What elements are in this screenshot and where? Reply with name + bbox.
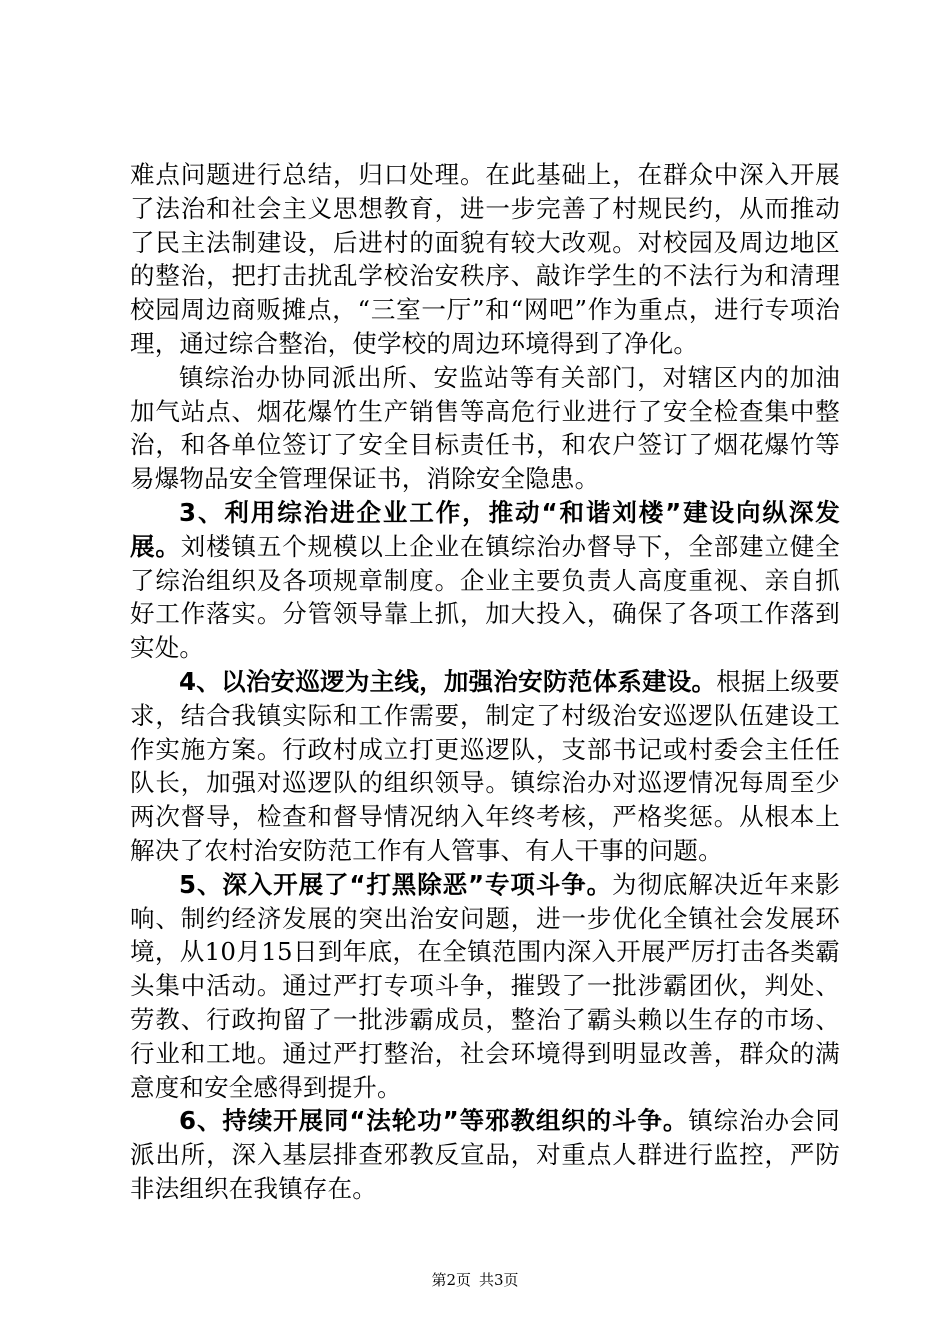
page-number: 第2页 [431, 1271, 471, 1289]
paragraph-4 [130, 665, 840, 868]
document-body [130, 158, 840, 1206]
paragraph-5-heading: 5、深入开展了“打黑除恶”专项斗争。 [179, 869, 613, 899]
paragraph-3-heading: 3、利用综治进企业工作，推动“和谐刘楼”建设向纵深发展。 [130, 497, 840, 561]
paragraph-6-heading: 6、持续开展同“法轮功”等邪教组织的斗争。 [179, 1106, 689, 1136]
paragraph-5 [130, 868, 840, 1105]
paragraph-4-text: 根据上级要求，结合我镇实际和工作需要，制定了村级治安巡逻队伍建设工作实施方案。行政村成立打更巡逻队，支部书记或村委会主任任队长，加强对巡逻队的组织领导。镇综治办对巡逻情况每周至少两次督导，检查和督导情况纳入年终考核，严格奖惩。从根本上解决了农村治安防范工作有人管事、有人干事的问题。 [130, 666, 841, 865]
paragraph-2-text: 镇综治办协同派出所、安监站等有关部门，对辖区内的加油加气站点、烟花爆竹生产销售等高危行业进行了安全检查集中整治，和各单位签订了安全目标责任书，和农户签订了烟花爆竹等易爆物品安全管理保证书，消除安全隐患。 [130, 362, 840, 494]
paragraph-6 [130, 1104, 840, 1205]
page-total: 共3页 [479, 1271, 519, 1289]
paragraph-4-heading: 4、以治安巡逻为主线，加强治安防范体系建设。 [179, 666, 717, 696]
paragraph-3 [130, 496, 840, 665]
page-footer [0, 1270, 950, 1290]
paragraph-2 [130, 361, 840, 496]
paragraph-1-text: 难点问题进行总结，归口处理。在此基础上，在群众中深入开展了法治和社会主义思想教育，进一步完善了村规民约，从而推动了民主法制建设，后进村的面貌有较大改观。对校园及周边地区的整治，把打击扰乱学校治安秩序、敲诈学生的不法行为和清理校园周边商贩摊点，“三室一厅”和“网吧”作为重点，进行专项治理，通过综合整治，使学校的周边环境得到了净化。 [130, 160, 840, 358]
paragraph-1 [130, 158, 840, 361]
paragraph-3-text: 刘楼镇五个规模以上企业在镇综治办督导下，全部建立健全了综治组织及各项规章制度。企业主要负责人高度重视、亲自抓好工作落实。分管领导靠上抓，加大投入，确保了各项工作落到实处。 [130, 531, 840, 663]
paragraph-6-text: 镇综治办会同派出所，深入基层排查邪教反宣品，对重点人群进行监控，严防非法组织在我镇存在。 [130, 1106, 840, 1203]
paragraph-5-text: 为彻底解决近年来影响、制约经济发展的突出治安问题，进一步优化全镇社会发展环境，从10月15日到年底，在全镇范围内深入开展严厉打击各类霸头集中活动。通过严打专项斗争，摧毁了一批涉霸团伙，判处、劳教、行政拘留了一批涉霸成员，整治了霸头赖以生存的市场、行业和工地。通过严打整治，社会环境得到明显改善，群众的满意度和安全感得到提升。 [130, 869, 840, 1102]
